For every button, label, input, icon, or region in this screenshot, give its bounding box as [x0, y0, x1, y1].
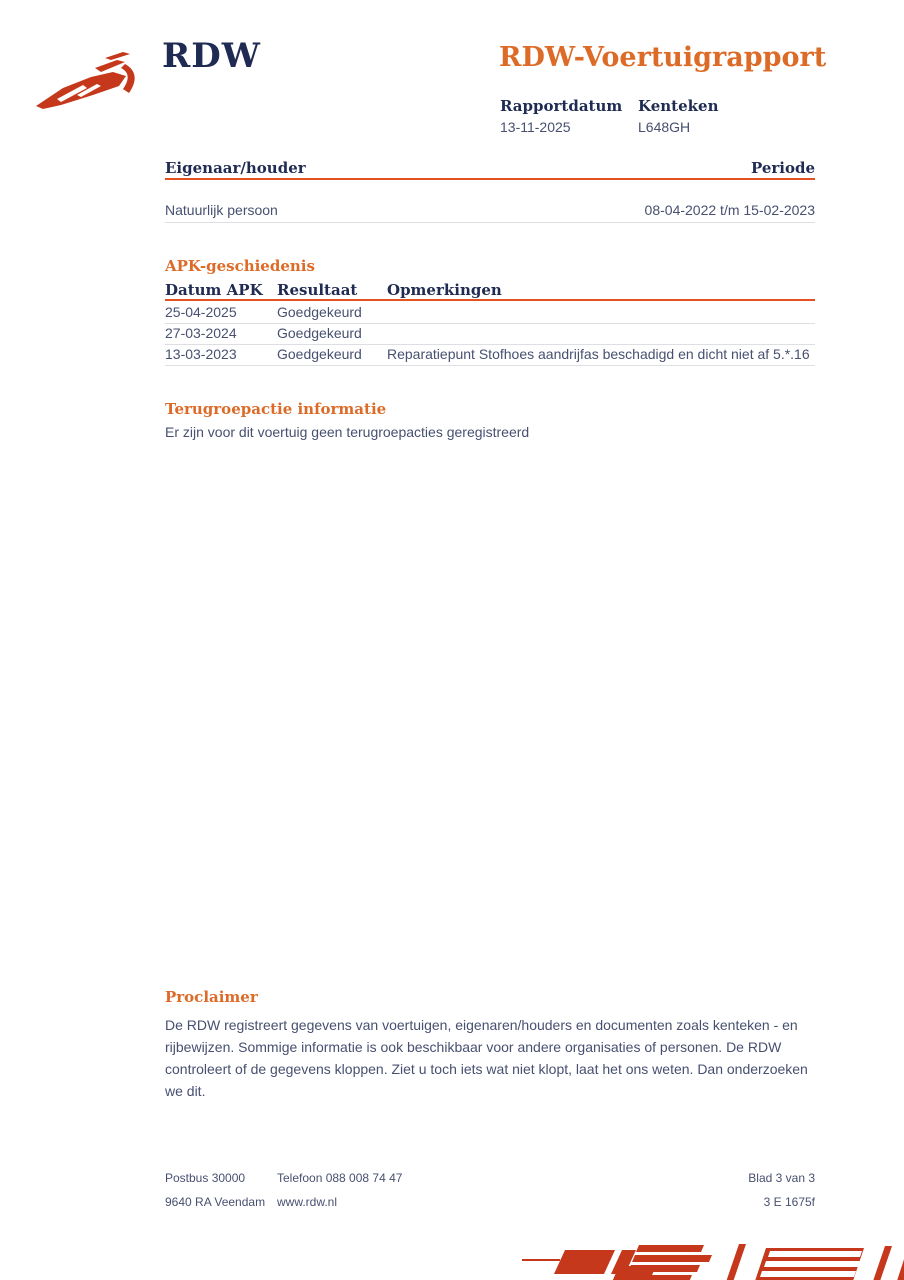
apk-cell-opmerkingen: Reparatiepunt Stofhoes aandrijfas beschadigd en dicht niet af 5.*.16	[387, 346, 810, 362]
apk-section-heading: APK-geschiedenis	[165, 257, 315, 275]
apk-cell-datum: 25-04-2025	[165, 304, 237, 320]
apk-header-rule	[165, 299, 815, 301]
footer-address-line2: 9640 RA Veendam	[165, 1195, 266, 1209]
owner-header-rule	[165, 178, 815, 180]
period-heading: Periode	[750, 159, 815, 177]
footer-website: www.rdw.nl	[277, 1195, 338, 1209]
footer-doc-code: 3 E 1675f	[763, 1195, 815, 1209]
apk-row-separator	[165, 365, 815, 366]
recall-section-heading: Terugroepactie informatie	[165, 400, 387, 418]
apk-row-separator	[165, 323, 815, 324]
recall-text: Er zijn voor dit voertuig geen terugroepacties geregistreerd	[165, 424, 530, 440]
rdw-motion-graphic	[504, 1230, 904, 1280]
owner-heading: Eigenaar/houder	[165, 159, 306, 177]
apk-col-header-opmerkingen: Opmerkingen	[387, 281, 502, 299]
apk-row-separator	[165, 344, 815, 345]
footer-address-line1: Postbus 30000	[165, 1171, 246, 1185]
owner-name: Natuurlijk persoon	[165, 202, 278, 218]
apk-cell-datum: 27-03-2024	[165, 325, 237, 341]
rdw-wordmark: RDW	[162, 36, 261, 76]
footer-page-number: Blad 3 van 3	[748, 1171, 815, 1185]
owner-section-header	[165, 159, 815, 177]
proclaimer-heading: Proclaimer	[165, 988, 258, 1006]
apk-cell-resultaat: Goedgekeurd	[277, 304, 362, 320]
apk-cell-resultaat: Goedgekeurd	[277, 346, 362, 362]
owner-row-separator	[165, 222, 815, 223]
apk-cell-resultaat: Goedgekeurd	[277, 325, 362, 341]
proclaimer-text: De RDW registreert gegevens van voertuigen, eigenaren/houders en documenten zoals kenteken - en rijbewijzen. Sommige informatie is ook beschikbaar voor andere organisaties of personen. De RDW controleert of de gegevens kloppen. Ziet u toch iets wat niet klopt, laat het ons weten. Dan onderzoeken we dit.	[165, 1017, 808, 1099]
apk-col-header-resultaat: Resultaat	[277, 281, 358, 299]
owner-period: 08-04-2022 t/m 15-02-2023	[644, 202, 815, 218]
report-date-value: 13-11-2025	[500, 119, 571, 135]
license-plate-label: Kenteken	[638, 97, 719, 115]
rdw-flame-logo	[33, 50, 145, 118]
license-plate-value: L648GH	[638, 119, 691, 135]
apk-cell-datum: 13-03-2023	[165, 346, 237, 362]
report-date-label: Rapportdatum	[500, 97, 623, 115]
page-title: RDW-Voertuigrapport	[499, 42, 827, 73]
apk-col-header-datum: Datum APK	[165, 281, 263, 299]
footer-phone: Telefoon 088 008 74 47	[277, 1171, 403, 1185]
owner-row	[165, 202, 815, 218]
